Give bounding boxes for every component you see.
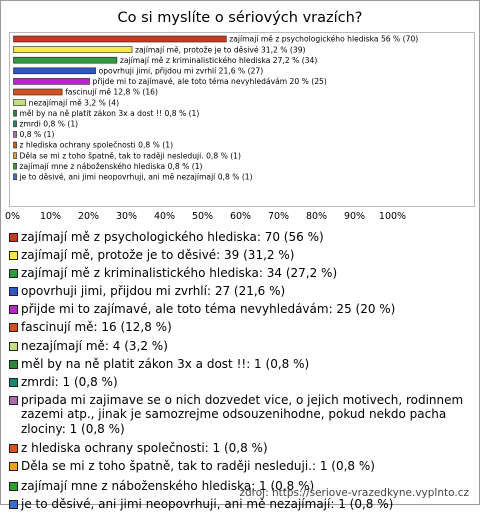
legend-label: přijde mi to zajímavé, ale toto téma nevyhledávám: 25 (20 %) [21, 302, 396, 317]
legend-swatch [9, 342, 18, 351]
legend-swatch [9, 233, 18, 242]
legend-item [9, 441, 474, 455]
legend-label: fascinují mě: 16 (12,8 %) [21, 320, 172, 335]
bar-8 [14, 110, 17, 116]
x-tick-1: 10% [39, 211, 62, 222]
legend [9, 230, 474, 516]
legend-swatch [9, 444, 18, 453]
legend-swatch [9, 500, 18, 509]
legend-label: zajímají mě, protože je to děsivé: 39 (31,2 %) [21, 248, 295, 263]
legend-swatch [9, 360, 18, 369]
legend-item [9, 459, 474, 473]
bar-label-4: opovrhuji jimi, přijdou mi zvrhlí 21,6 % (27) [98, 66, 264, 76]
legend-item [9, 393, 474, 436]
bar-9 [14, 121, 17, 127]
legend-swatch [9, 378, 18, 387]
x-tick-8: 80% [305, 211, 328, 222]
legend-item [9, 284, 474, 298]
x-tick-3: 30% [115, 211, 138, 222]
bar-label-14: je to děsivé, ani jimi neopovrhuji, ani mě nezajímají 0,8 % (1) [19, 172, 253, 182]
legend-label: měl by na ně platit zákon 3x a dost !!: 1 (0,8 %) [21, 356, 310, 371]
legend-swatch [9, 396, 18, 405]
bar-label-2: zajímají mě, protože je to děsivé 31,2 % (39) [135, 45, 306, 55]
legend-item [9, 375, 474, 389]
bar-label-1: zajímají mě z psychologického hlediska 56 % (70) [229, 34, 419, 44]
x-tick-9: 90% [343, 211, 366, 222]
legend-label: nezajímají mě: 4 (3,2 %) [21, 338, 168, 353]
legend-swatch [9, 305, 18, 314]
bar-label-6: fascinují mě 12,8 % (16) [65, 87, 158, 97]
bar-10 [14, 131, 17, 137]
x-tick-2: 20% [77, 211, 100, 222]
bar-6 [14, 89, 63, 95]
x-tick-0: 0% [4, 211, 21, 222]
bar-label-9: zmrdi 0,8 % (1) [19, 119, 79, 129]
legend-label: pripada mi zajimave se o nich dozvedet vice, o jejich motivech, rodinnem zazemi atp., jinak je samozrejme odsouzenihodne, pokud nekdo pacha zlociny: 1 (0,8 %) [21, 392, 464, 436]
x-tick-10: 100% [378, 211, 407, 222]
legend-item [9, 248, 474, 262]
bar-1 [14, 36, 227, 42]
chart-title: Co si myslíte o sériových vrazích? [117, 10, 363, 26]
legend-item [9, 230, 474, 244]
bar-12 [14, 153, 17, 159]
legend-item [9, 302, 474, 316]
bar-label-12: Děla se mi z toho špatně, tak to raději nesleduji. 0,8 % (1) [19, 151, 241, 161]
bar-label-8: měl by na ně platit zákon 3x a dost !! 0,8 % (1) [19, 108, 200, 118]
legend-label: zajímají mě z kriminalistického hlediska: 34 (27,2 %) [21, 266, 338, 281]
bar-label-5: přijde mi to zajímavé, ale toto téma nevyhledávám 20 % (25) [92, 77, 327, 87]
legend-item [9, 320, 474, 334]
legend-label: zmrdi: 1 (0,8 %) [21, 374, 118, 389]
bar-5 [14, 78, 90, 84]
legend-item [9, 339, 474, 353]
bar-label-3: zajímají mě z kriminalistického hlediska 27,2 % (34) [119, 55, 318, 65]
x-tick-6: 60% [229, 211, 252, 222]
legend-swatch [9, 251, 18, 260]
legend-label: zajímají mne z náboženského hlediska: 1 (0,8 %) [21, 478, 315, 493]
bar-label-13: zajímají mne z náboženského hlediska 0,8 % (1) [19, 161, 203, 171]
legend-swatch [9, 323, 18, 332]
legend-label: opovrhuji jimi, přijdou mi zvrhlí: 27 (21,6 %) [21, 284, 286, 299]
legend-label: z hlediska ochrany společnosti: 1 (0,8 %) [21, 441, 268, 456]
legend-label: Děla se mi z toho špatně, tak to raději nesleduji.: 1 (0,8 %) [21, 459, 375, 474]
x-tick-5: 50% [191, 211, 214, 222]
bar-3 [14, 57, 117, 63]
bar-4 [14, 68, 96, 74]
chart-area [9, 32, 475, 207]
bar-13 [14, 163, 17, 169]
x-tick-7: 70% [267, 211, 290, 222]
bar-14 [14, 174, 17, 180]
bar-chart [10, 33, 474, 206]
legend-swatch [9, 462, 18, 471]
bar-label-11: z hlediska ochrany společnosti 0,8 % (1) [19, 140, 174, 150]
legend-item [9, 357, 474, 371]
legend-label: zajímají mě z psychologického hlediska: 70 (56 %) [21, 230, 324, 244]
bar-label-10: 0,8 % (1) [19, 130, 55, 140]
bar-7 [14, 100, 26, 106]
legend-label: je to děsivé, ani jimi neopovrhuji, ani mě nezajímají: 1 (0,8 %) [21, 496, 394, 511]
bar-label-7: nezajímají mě 3,2 % (4) [28, 98, 120, 108]
bar-2 [14, 47, 133, 53]
legend-swatch [9, 287, 18, 296]
legend-swatch [9, 482, 18, 491]
bar-11 [14, 142, 17, 148]
legend-swatch [9, 269, 18, 278]
x-axis [1, 206, 479, 226]
legend-item [9, 266, 474, 280]
source-link[interactable]: zdroj: https://seriove-vrazedkyne.vyplnto.cz [239, 487, 469, 499]
x-tick-4: 40% [153, 211, 176, 222]
